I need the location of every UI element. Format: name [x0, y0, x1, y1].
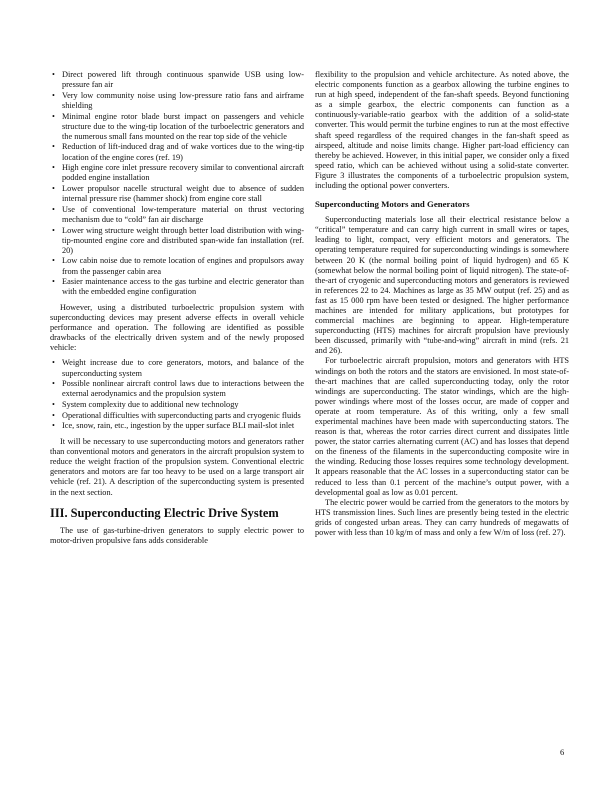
- subsection-heading: Superconducting Motors and Generators: [315, 199, 470, 210]
- list-item: • Operational difficulties with superconducting parts and cryogenic fluids: [62, 411, 304, 421]
- page-number: 6: [560, 747, 565, 757]
- paragraph: For turboelectric aircraft propulsion, motors and generators with HTS windings on both the rotors and the stators are envisioned. In most state-of-the-art machines that are called superconducting today, only the rotor windings are superconducting. The stator windings, which are the high-power windings where most of the losses occur, are made of copper and operate at room temperature. As of this writing, only a few small experimental machines have been made with superconducting stators. The reason is that, whereas the rotor carries direct current and dissipates little power, the stator carries alternating current (AC) and has losses that depend on the fineness of the filaments in the superconducting composite wire in the winding. Reducing those losses requires some technology development. It appears reasonable that the AC losses in a superconducting stator can be reduced to less than 0.1 percent of the machine’s output power, with a developmental goal as low as 0.01 percent.: [315, 356, 569, 497]
- paragraph: It will be necessary to use superconducting motors and generators rather than conventional motors and generators in the aircraft propulsion system to reduce the weight fraction of the propulsion system. Conventional electric generators and motors are far too heavy to be used on a large transport air vehicle (ref. 21). A description of the superconducting system is presented in the next section.: [50, 437, 304, 497]
- paragraph: The use of gas-turbine-driven generators to supply electric power to motor-driven propulsive fans adds considerable: [50, 526, 304, 546]
- list-item: • Lower propulsor nacelle structural weight due to absence of sudden internal pressure rise (hammer shock) from engine core stall: [62, 184, 304, 204]
- drawbacks-list: [50, 358, 304, 431]
- list-item: • System complexity due to additional new technology: [62, 400, 304, 410]
- left-column: [50, 70, 304, 546]
- list-item: • Easier maintenance access to the gas turbine and electric generator than with the embedded engine configuration: [62, 277, 304, 297]
- paragraph: The electric power would be carried from the generators to the motors by HTS transmission lines. Such lines are presently being tested in the electric grids of congested urban areas. They can carry hundreds of megawatts of power with less than 10 kg/m of mass and only a few W/m of loss (ref. 27).: [315, 497, 569, 538]
- section-heading: III. Superconducting Electric Drive System: [50, 505, 279, 520]
- list-item: • Possible nonlinear aircraft control laws due to interactions between the external aerodynamics and the propulsion system: [62, 379, 304, 399]
- list-item: • Use of conventional low-temperature material on thrust vectoring mechanism due to “cold” fan air discharge: [62, 205, 304, 225]
- list-item: • Minimal engine rotor blade burst impact on passengers and vehicle structure due to the wing-tip location of the turboelectric generators and the numerous small fans mounted on the rear top side of the vehicle: [62, 112, 304, 142]
- list-item: • High engine core inlet pressure recovery similar to conventional aircraft podded engine installation: [62, 163, 304, 183]
- paragraph: flexibility to the propulsion and vehicle architecture. As noted above, the electric components function as a gearbox allowing the turbine engines to run at high speed, independent of the fan-shaft speeds. Beyond functioning as a simple gearbox, the electric components can function as a continuously-variable-ratio gearbox with the addition of a solid-state converter. This would permit the turbine engines to run at the most effective shaft speed regardless of the required changes in the fan-shaft speed as airspeed, altitude and noise limits change. Higher part-load efficiency can thereby be achieved. However, in this initial paper, we consider only a fixed speed ratio, which can be achieved without using a solid-state converter. Figure 3 illustrates the components of a turboelectric propulsion system, including the optional power converters.: [315, 70, 569, 191]
- list-item: • Lower wing structure weight through better load distribution with wing-tip-mounted engine core and distributed span-wide fan installation (ref. 20): [62, 226, 304, 256]
- paragraph: Superconducting materials lose all their electrical resistance below a “critical” temperature and can carry high current in small wires or tapes, leading to light, compact, very efficient motors and generators. The operating temperature required for superconducting windings is somewhere between 20 K (the normal boiling point of liquid hydrogen) and 65 K (somewhat below the normal boiling point of liquid nitrogen). The state-of-the-art of cryogenic and superconducting motors and generators is reviewed in references 22 to 24. Machines as large as 35 MW output (ref. 25) and as fast as 15 000 rpm have been tested or designed. The higher performance machines are intended for military applications, but prototypes for commercial machines are beginning to appear. High-temperature superconducting (HTS) machines for aircraft propulsion have previously been discussed, primarily with “tube-and-wing” aircraft in mind (refs. 21 and 26).: [315, 215, 569, 356]
- list-item: • Weight increase due to core generators, motors, and balance of the superconducting system: [62, 358, 304, 378]
- list-item: • Direct powered lift through continuous spanwide USB using low-pressure fan air: [62, 70, 304, 90]
- paragraph: However, using a distributed turboelectric propulsion system with superconducting devices may present adverse effects in overall vehicle performance and operation. The following are identified as possible drawbacks of the electrically driven system and of the newly proposed vehicle:: [50, 303, 304, 353]
- list-item: • Ice, snow, rain, etc., ingestion by the upper surface BLI mail-slot inlet: [62, 421, 304, 431]
- right-column: [315, 70, 569, 538]
- advantages-list: [50, 70, 304, 297]
- list-item: • Low cabin noise due to remote location of engines and propulsors away from the passenger cabin area: [62, 256, 304, 276]
- list-item: • Reduction of lift-induced drag and of wake vortices due to the wing-tip location of the engine cores (ref. 19): [62, 142, 304, 162]
- list-item: • Very low community noise using low-pressure ratio fans and airframe shielding: [62, 91, 304, 111]
